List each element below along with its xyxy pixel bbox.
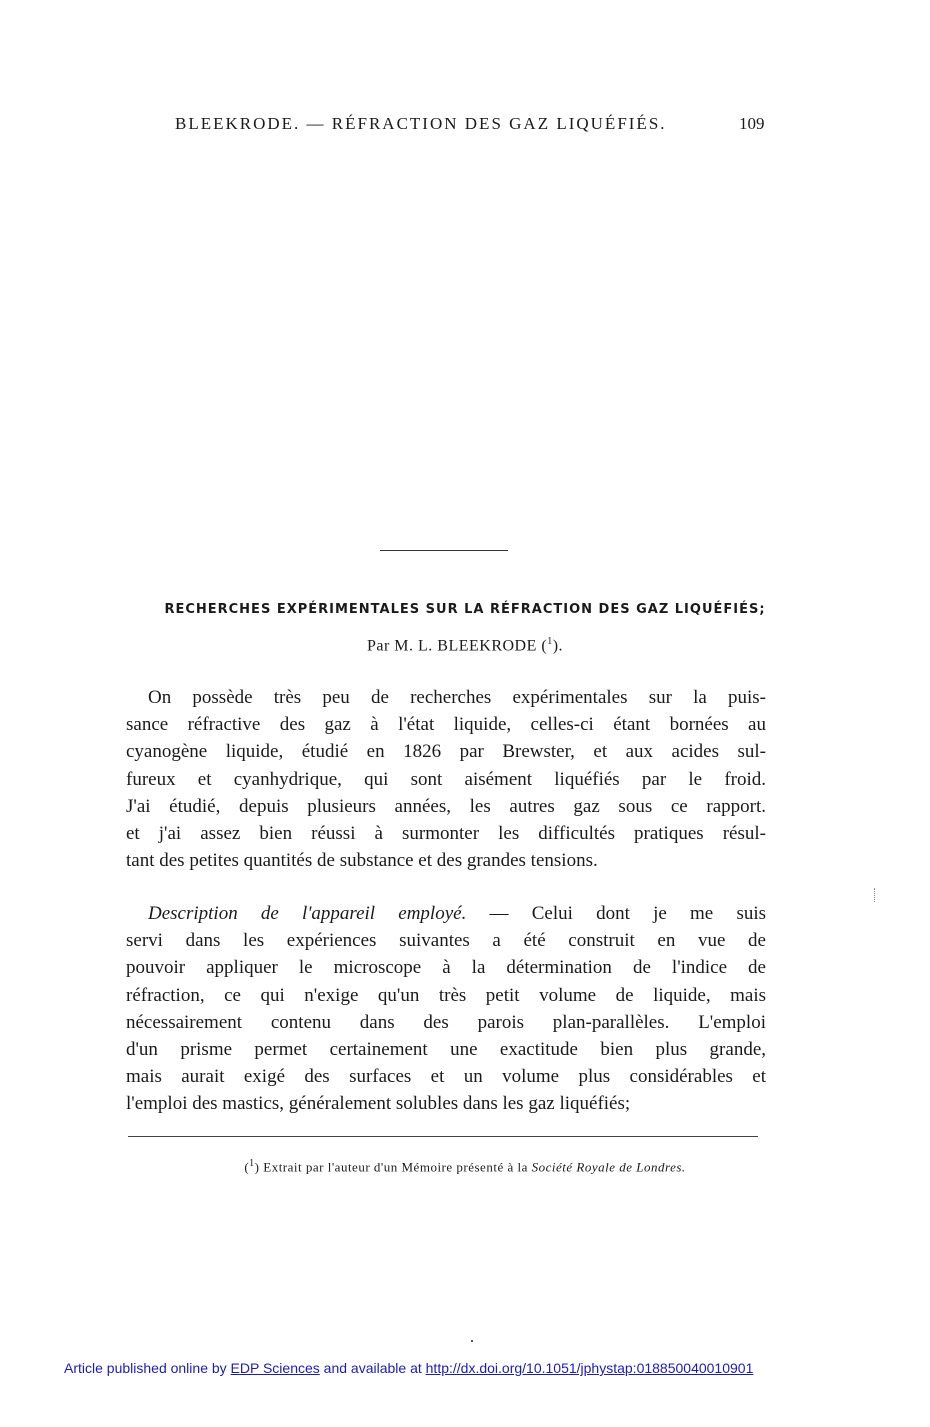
byline-suffix: ). <box>552 637 564 655</box>
byline-footnote-mark[interactable]: 1 <box>547 636 553 647</box>
doi-link[interactable]: http://dx.doi.org/10.1051/jphystap:018850040010901 <box>425 1360 754 1376</box>
paragraph-line: d'un prisme permet certainement une exactitude bien plus grande, <box>126 1039 766 1061</box>
footnote-text: Extrait par l'auteur d'un Mémoire présenté à la <box>259 1159 532 1175</box>
paragraph-line: l'emploi des mastics, généralement solubles dans les gaz liquéfiés; <box>126 1093 631 1115</box>
page-number: 109 <box>739 114 765 133</box>
paragraph-line: et j'ai assez bien réussi à surmonter les difficultés pratiques résul- <box>126 823 766 845</box>
publisher-note <box>64 1360 884 1376</box>
paragraph-line: servi dans les expériences suivantes a été construit en vue de <box>126 930 766 952</box>
byline-text: Par M. L. BLEEKRODE ( <box>366 637 548 655</box>
footnote-mark: 1 <box>249 1158 255 1169</box>
footnote-divider <box>128 1136 758 1138</box>
paragraph-intro <box>126 684 766 874</box>
article-title: RECHERCHES EXPÉRIMENTALES SUR LA RÉFRACTION DES GAZ LIQUÉFIÉS; <box>164 602 766 617</box>
paragraph-line: On possède très peu de recherches expérimentales sur la puis- <box>148 687 766 708</box>
paragraph-line <box>126 900 766 927</box>
paragraph-line: nécessairement contenu dans des parois plan-parallèles. L'emploi <box>126 1011 766 1033</box>
paragraph-line: cyanogène liquide, étudié en 1826 par Brewster, et aux acides sul- <box>126 741 766 763</box>
publisher-link[interactable]: EDP Sciences <box>230 1360 320 1376</box>
paragraph-line-rest: — Celui dont je me suis <box>466 903 767 924</box>
scan-dot <box>471 1340 473 1342</box>
publisher-note-prefix: Article published online by <box>64 1360 231 1376</box>
section-divider <box>380 550 508 551</box>
paragraph-line: mais aurait exigé des surfaces et un volume plus considérables et <box>126 1066 766 1088</box>
running-head-title: BLEEKRODE. — RÉFRACTION DES GAZ LIQUÉFIÉS. <box>175 114 667 133</box>
section-heading: Description de l'appareil employé. <box>148 903 467 924</box>
paragraph-apparatus <box>126 900 766 1118</box>
paragraph-line: tant des petites quantités de substance et des grandes tensions. <box>126 850 598 872</box>
footnote-society: Société Royale de Londres. <box>531 1159 686 1175</box>
paragraph-line: pouvoir appliquer le microscope à la détermination de l'indice de <box>126 957 766 979</box>
paragraph-line: fureux et cyanhydrique, qui sont aisément liquéfiés par le froid. <box>126 768 766 790</box>
paragraph-line: réfraction, ce qui n'exige qu'un très petit volume de liquide, mais <box>126 984 766 1006</box>
publisher-note-middle: and available at <box>319 1360 426 1376</box>
paragraph-line: sance réfractive des gaz à l'état liquide, celles-ci étant bornées au <box>126 714 766 736</box>
byline <box>100 636 830 655</box>
paragraph-line: J'ai étudié, depuis plusieurs années, les autres gaz sous ce rapport. <box>126 795 766 817</box>
running-head <box>175 114 775 138</box>
margin-mark <box>874 888 876 902</box>
footnote: ($^1$) Extrait par l'auteur d'un Mémoire présenté à la Société Royale de Londres. <box>244 1158 686 1175</box>
